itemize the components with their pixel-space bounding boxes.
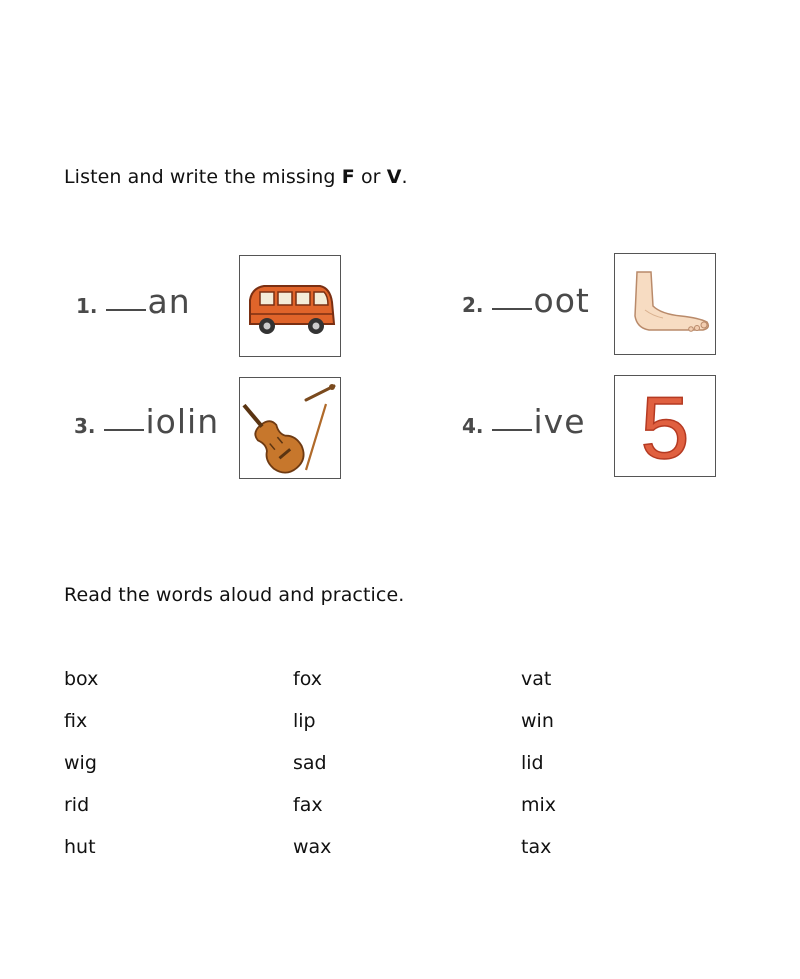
exercise-item-2	[462, 281, 590, 320]
word-list-item: tax	[521, 836, 552, 858]
item-word: iolin	[145, 402, 220, 441]
instruction-read: Read the words aloud and practice.	[64, 584, 405, 606]
word-list-item: fax	[293, 794, 323, 816]
item-word: an	[147, 282, 191, 321]
word-list-item: fix	[64, 710, 88, 732]
word-list-item: rid	[64, 794, 90, 816]
word-list-item: hut	[64, 836, 96, 858]
word-list-item: sad	[293, 752, 327, 774]
item-number: 4.	[462, 414, 484, 438]
word-list-item: lip	[293, 710, 316, 732]
item-word: ive	[533, 402, 586, 441]
instruction-listen: Listen and write the missing F or V.	[64, 166, 408, 188]
item-word: oot	[533, 281, 590, 320]
exercise-item-4	[462, 402, 586, 441]
answer-blank[interactable]	[104, 429, 144, 431]
word-list-item: vat	[521, 668, 552, 690]
word-list-item: win	[521, 710, 554, 732]
foot-picture	[614, 253, 716, 355]
exercise-item-1	[76, 282, 191, 321]
answer-blank[interactable]	[492, 308, 532, 310]
word-list-item: mix	[521, 794, 557, 816]
five-digit: 5	[640, 378, 690, 476]
word-list-item: lid	[521, 752, 544, 774]
van-picture	[239, 255, 341, 357]
word-list-item: wax	[293, 836, 332, 858]
word-list-item: box	[64, 668, 99, 690]
item-number: 3.	[74, 414, 96, 438]
five-picture	[614, 375, 716, 477]
word-list-item: wig	[64, 752, 97, 774]
word-list-item: fox	[293, 668, 322, 690]
item-number: 2.	[462, 293, 484, 317]
violin-picture	[239, 377, 341, 479]
answer-blank[interactable]	[492, 429, 532, 431]
item-number: 1.	[76, 294, 98, 318]
answer-blank[interactable]	[106, 309, 146, 311]
exercise-item-3	[74, 402, 219, 441]
